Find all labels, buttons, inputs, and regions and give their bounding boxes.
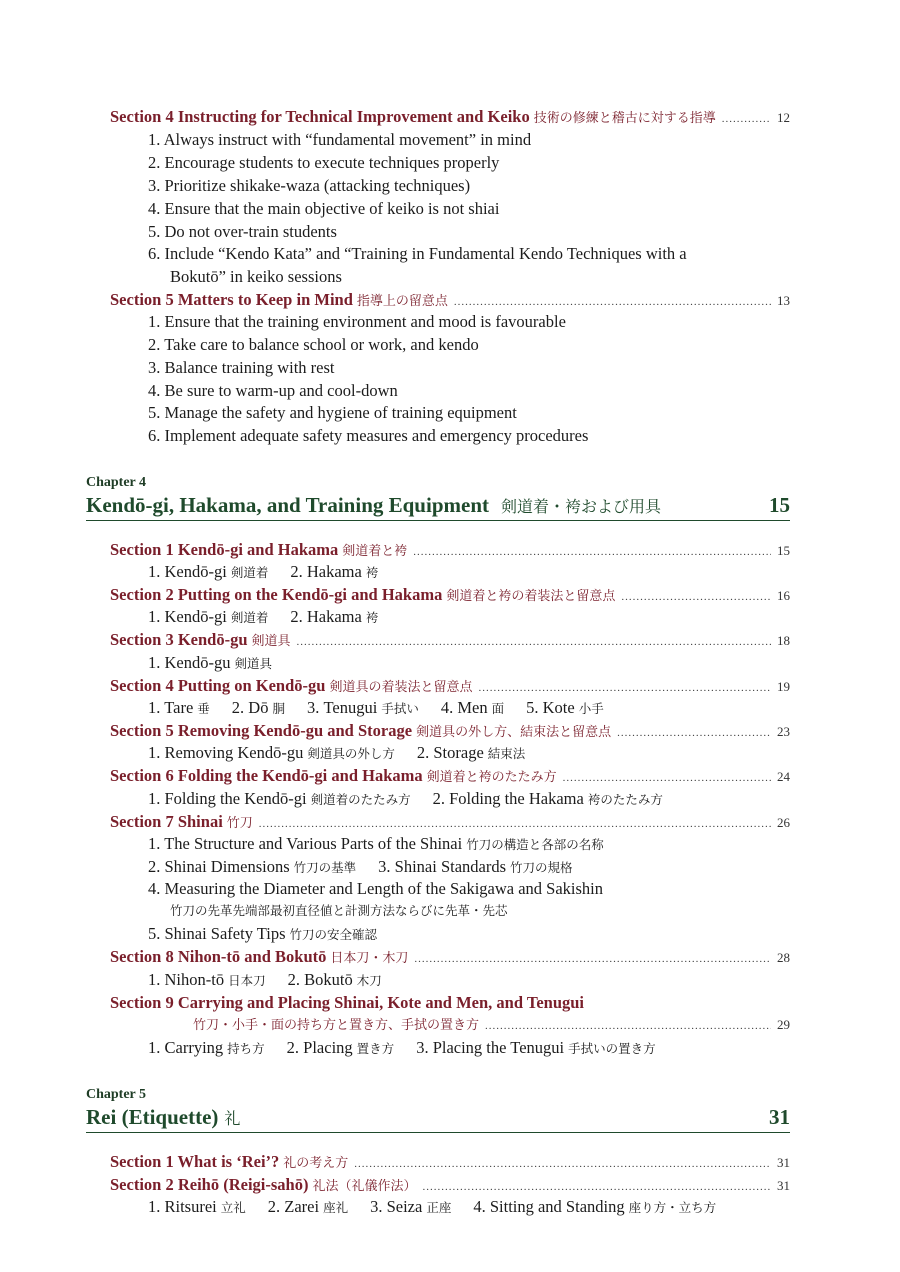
list-item: 4. Measuring the Diameter and Length of the Sakigawa and Sakishin (148, 879, 604, 898)
page-number: 23 (777, 724, 790, 739)
toc-section[interactable] (110, 1174, 790, 1196)
page-number: 18 (777, 633, 790, 648)
leader-dots (485, 1015, 771, 1037)
leader-dots (454, 291, 771, 313)
section-jp: 技術の修練と稽古に対する指導 (533, 110, 716, 125)
item-text: 1. Nihon-tō (148, 970, 225, 989)
list-item-jp: 竹刀の先革先端部最初直径値と計測方法ならびに先革・先芯 (170, 904, 508, 918)
list-item (148, 697, 790, 719)
page-number: 31 (777, 1155, 790, 1170)
section-label: Section 8 Nihon-tō and Bokutō (110, 947, 327, 966)
item-text: 4. Sitting and Standing (473, 1197, 625, 1216)
item-text: 5. Shinai Safety Tips (148, 924, 286, 943)
toc-section-4[interactable] (110, 106, 790, 128)
item-jp: 正座 (426, 1201, 452, 1215)
list-item (148, 742, 790, 764)
list-item (148, 833, 790, 855)
list-item: 2. Encourage students to execute techniques properly (148, 153, 500, 172)
item-text: 2. Folding the Hakama (432, 789, 584, 808)
item-text: 2. Zarei (267, 1197, 320, 1216)
item-text: 1. Kendō-gu (148, 653, 231, 672)
item-jp: 垂 (197, 702, 210, 716)
page-number: 12 (777, 110, 790, 125)
item-text: 1. Folding the Kendō-gi (148, 789, 307, 808)
list-item: 1. Always instruct with “fundamental movement” in mind (148, 130, 532, 149)
section-label: Section 1 Kendō-gi and Hakama (110, 540, 339, 559)
item-text: 3. Shinai Standards (378, 857, 507, 876)
list-item: 5. Manage the safety and hygiene of training equipment (148, 403, 517, 422)
toc-section[interactable] (110, 811, 790, 833)
chapter-title-jp: 礼 (224, 1111, 241, 1128)
chapter-page: 31 (769, 1105, 790, 1129)
section-jp: 剣道具の外し方、結束法と留意点 (416, 724, 612, 739)
item-text: 2. Storage (416, 743, 484, 762)
chapter-label: Chapter 4 (86, 475, 147, 490)
item-jp: 木刀 (356, 974, 382, 988)
item-jp: 剣道着のたたみ方 (310, 793, 411, 807)
section-jp: 礼法（礼儀作法） (312, 1178, 417, 1193)
chapter-title-jp: 剣道着・袴および用具 (501, 499, 662, 516)
item-jp: 竹刀の構造と各部の名称 (466, 838, 604, 852)
item-text: 2. Bokutō (287, 970, 353, 989)
item-jp: 手拭いの置き方 (568, 1042, 656, 1056)
item-text: 1. Ritsurei (148, 1197, 217, 1216)
item-text: 2. Dō (231, 698, 269, 717)
item-jp: 面 (491, 702, 505, 716)
section-label: Section 2 Reihō (Reigi-sahō) (110, 1175, 309, 1194)
item-jp: 日本刀 (228, 974, 266, 988)
item-text: 5. Kote (526, 698, 575, 717)
item-text: 1. The Structure and Various Parts of the Shinai (148, 834, 463, 853)
item-jp: 竹刀の規格 (510, 861, 573, 875)
section-label: Section 5 Matters to Keep in Mind (110, 290, 353, 309)
item-jp: 手拭い (381, 702, 419, 716)
leader-dots (259, 813, 771, 835)
section-label: Section 2 Putting on the Kendō-gi and Hakama (110, 585, 443, 604)
item-jp: 結束法 (487, 747, 526, 761)
page-number: 19 (777, 679, 790, 694)
list-item: 6. Include “Kendo Kata” and “Training in Fundamental Kendo Techniques with a (148, 244, 687, 263)
item-text: 2. Placing (286, 1038, 353, 1057)
item-jp: 竹刀の基準 (293, 861, 357, 875)
item-text: 4. Men (440, 698, 488, 717)
list-item (148, 923, 790, 945)
page-number: 13 (777, 293, 790, 308)
page-number: 26 (777, 815, 790, 830)
list-item: 2. Take care to balance school or work, and kendo (148, 335, 479, 354)
item-text: 1. Kendō-gi (148, 607, 227, 626)
item-text: 1. Kendō-gi (148, 562, 227, 581)
item-text: 1. Tare (148, 698, 194, 717)
toc-section[interactable] (110, 675, 790, 697)
page-number: 24 (777, 769, 790, 784)
list-item: 4. Ensure that the main objective of keiko is not shiai (148, 199, 500, 218)
leader-dots (621, 586, 771, 608)
section-label: Section 6 Folding the Kendō-gi and Hakama (110, 766, 423, 785)
item-text: 1. Removing Kendō-gu (148, 743, 304, 762)
section-jp: 竹刀 (226, 815, 253, 830)
item-jp: 置き方 (356, 1042, 395, 1056)
list-item (148, 652, 790, 674)
list-item: 6. Implement adequate safety measures and emergency procedures (148, 426, 589, 445)
leader-dots (478, 677, 771, 699)
toc-section[interactable] (110, 1151, 790, 1173)
list-item (148, 856, 790, 878)
section-jp: 指導上の留意点 (356, 293, 448, 308)
list-item (148, 1037, 790, 1059)
chapter-page: 15 (769, 493, 790, 517)
section-jp: 剣道具 (251, 633, 291, 648)
list-item: 1. Ensure that the training environment and mood is favourable (148, 312, 566, 331)
leader-dots (722, 108, 771, 130)
leader-dots (414, 948, 771, 970)
list-item: 3. Balance training with rest (148, 358, 335, 377)
leader-dots (354, 1153, 771, 1175)
toc-section-9[interactable] (193, 1014, 790, 1036)
section-label: Section 7 Shinai (110, 812, 223, 831)
item-text: 3. Seiza (370, 1197, 423, 1216)
leader-dots (617, 722, 771, 744)
item-jp: 座礼 (323, 1201, 349, 1215)
item-jp: 小手 (578, 702, 604, 716)
list-item: 5. Do not over-train students (148, 222, 337, 241)
list-item (148, 969, 790, 991)
item-jp: 剣道着 (230, 611, 269, 625)
page-number: 15 (777, 543, 790, 558)
item-jp: 竹刀の安全確認 (289, 928, 378, 942)
leader-dots (563, 767, 771, 789)
item-jp: 持ち方 (227, 1042, 265, 1056)
chapter-label: Chapter 5 (86, 1087, 147, 1102)
section-jp: 剣道着と袴のたたみ方 (426, 769, 557, 784)
chapter-title: Rei (Etiquette) (86, 1105, 219, 1129)
section-jp: 竹刀・小手・面の持ち方と置き方、手拭の置き方 (193, 1017, 480, 1032)
chapter-title: Kendō-gi, Hakama, and Training Equipment (86, 493, 489, 517)
leader-dots (413, 541, 771, 563)
leader-dots (297, 631, 771, 653)
section-jp: 剣道着と袴 (342, 543, 408, 558)
section-jp: 剣道着と袴の着装法と留意点 (446, 588, 616, 603)
toc-section-9-title[interactable]: Section 9 Carrying and Placing Shinai, Kote and Men, and Tenugui (110, 993, 585, 1012)
list-item (148, 1196, 790, 1218)
leader-dots (422, 1176, 771, 1198)
section-jp: 剣道具の着装法と留意点 (329, 679, 473, 694)
item-text: 1. Carrying (148, 1038, 224, 1057)
item-jp: 胴 (272, 702, 285, 716)
toc-section[interactable] (110, 946, 790, 968)
list-item: 4. Be sure to warm-up and cool-down (148, 381, 398, 400)
list-item-continued: Bokutō” in keiko sessions (170, 267, 342, 286)
list-item (148, 561, 790, 583)
section-label: Section 4 Putting on Kendō-gu (110, 676, 326, 695)
item-jp: 剣道具 (234, 657, 272, 671)
toc-section[interactable] (110, 539, 790, 561)
toc-section-5[interactable] (110, 289, 790, 311)
item-jp: 袴 (365, 611, 379, 625)
section-label: Section 5 Removing Kendō-gu and Storage (110, 721, 413, 740)
list-item (148, 606, 790, 628)
toc-section[interactable] (110, 720, 790, 742)
section-label: Section 4 Instructing for Technical Improvement and Keiko (110, 107, 530, 126)
page-number: 29 (777, 1017, 790, 1032)
section-label: Section 3 Kendō-gu (110, 630, 248, 649)
page-number: 28 (777, 950, 790, 965)
section-jp: 日本刀・木刀 (330, 950, 409, 965)
toc-section[interactable] (110, 765, 790, 787)
list-item (148, 788, 790, 810)
list-item: 3. Prioritize shikake-waza (attacking techniques) (148, 176, 471, 195)
page-number: 31 (777, 1178, 790, 1193)
item-jp: 袴 (365, 566, 379, 580)
item-text: 3. Tenugui (306, 698, 378, 717)
page-number: 16 (777, 588, 790, 603)
chapter-title-row[interactable] (86, 1104, 790, 1133)
item-jp: 袴のたたみ方 (587, 793, 663, 807)
item-jp: 座り方・立ち方 (628, 1201, 717, 1215)
item-jp: 立礼 (220, 1201, 246, 1215)
chapter-title-row[interactable] (86, 492, 790, 521)
item-jp: 剣道具の外し方 (307, 747, 395, 761)
item-text: 2. Hakama (290, 607, 362, 626)
item-jp: 剣道着 (230, 566, 269, 580)
item-text: 2. Hakama (290, 562, 362, 581)
item-text: 3. Placing the Tenugui (416, 1038, 565, 1057)
toc-section[interactable] (110, 584, 790, 606)
section-label: Section 1 What is ‘Rei’? (110, 1152, 280, 1171)
toc-section[interactable] (110, 629, 790, 651)
item-text: 2. Shinai Dimensions (148, 857, 290, 876)
section-jp: 礼の考え方 (283, 1155, 349, 1170)
